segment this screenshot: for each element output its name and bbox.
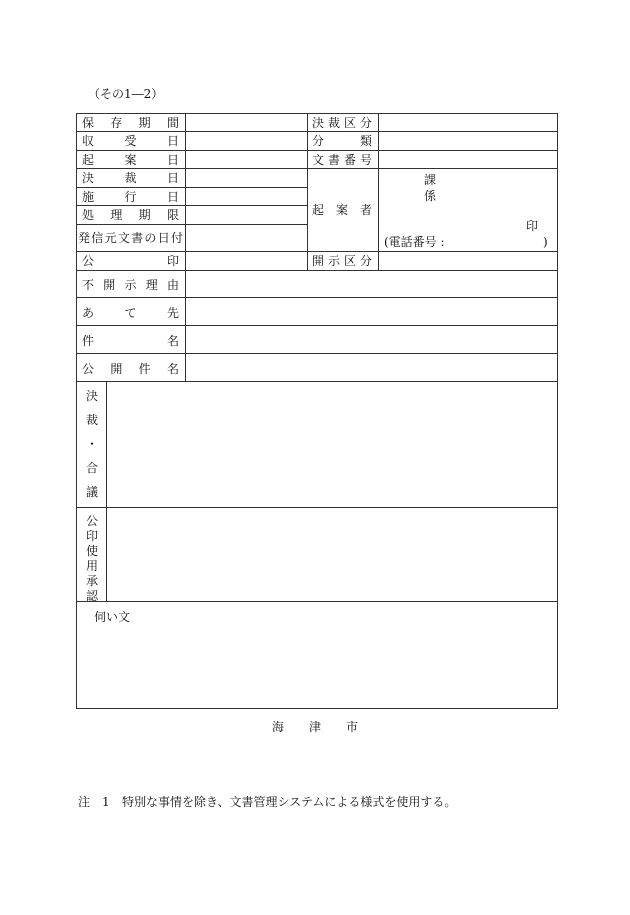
label-char: 文	[117, 230, 130, 245]
label-processing-deadline	[82, 208, 179, 221]
vertical-label-char: 認	[85, 589, 98, 603]
label-char: 区	[343, 253, 356, 268]
label-document-number	[312, 153, 372, 166]
label-char: 者	[359, 202, 372, 217]
label-char: 件	[138, 361, 151, 376]
label-char: の	[144, 230, 157, 245]
label-char: 日	[166, 133, 179, 148]
vertical-label-char: 議	[85, 485, 98, 499]
label-char: 示	[327, 253, 340, 268]
vertical-label-char: 使	[85, 544, 98, 558]
label-char: 分	[359, 253, 372, 268]
label-char: 裁	[124, 170, 137, 185]
label-char: 案	[335, 202, 348, 217]
label-char: 存	[110, 115, 123, 130]
label-char: 日	[166, 152, 179, 167]
label-char: 起	[82, 152, 95, 167]
drafter-seal: 印	[526, 219, 539, 233]
label-char: 日	[157, 230, 170, 245]
label-char: 理	[145, 277, 158, 292]
label-char: 件	[82, 333, 95, 348]
vertical-label-char: 承	[85, 574, 98, 588]
label-char: 番	[343, 152, 356, 167]
label-char: 受	[124, 133, 137, 148]
label-retention-period	[82, 116, 179, 129]
label-char: 信	[91, 230, 104, 245]
label-char: 号	[359, 152, 372, 167]
vertical-label-char: ・	[85, 437, 98, 451]
vertical-label-char: 合	[85, 461, 98, 475]
label-char: 決	[312, 115, 325, 130]
label-char: 期	[138, 115, 151, 130]
label-char: 開	[312, 253, 325, 268]
label-official-seal	[82, 254, 179, 267]
label-char: 文	[312, 152, 325, 167]
label-char: 示	[124, 277, 137, 292]
label-char: 書	[131, 230, 144, 245]
label-char: 限	[166, 207, 179, 222]
label-decision-category	[312, 116, 372, 129]
label-char: 起	[312, 202, 325, 217]
label-char: 日	[166, 189, 179, 204]
drafter-phone-suffix: )	[543, 235, 548, 249]
label-char: 市	[345, 720, 358, 734]
label-drafted-date	[82, 153, 179, 166]
label-char: 公	[82, 361, 95, 376]
label-char: 施	[82, 189, 95, 204]
label-seal-use-approval	[83, 515, 101, 602]
label-inquiry-text: 伺い文	[94, 610, 131, 624]
label-drafter	[312, 203, 372, 216]
drafter-section: 課	[424, 173, 437, 187]
label-char: 由	[166, 277, 179, 292]
label-char: 津	[308, 720, 321, 734]
label-char: 決	[82, 170, 95, 185]
label-char: 分	[359, 115, 372, 130]
label-char: 海	[272, 720, 285, 734]
label-char: 印	[166, 253, 179, 268]
vertical-label-char: 決	[85, 389, 98, 403]
drafter-phone-prefix: (電話番号 :	[384, 235, 445, 249]
label-char: 処	[82, 207, 95, 222]
drafter-unit: 係	[424, 189, 437, 203]
note-number: 1	[102, 795, 110, 809]
label-char: 期	[138, 207, 151, 222]
label-char: 分	[312, 133, 325, 148]
vertical-label-char: 公	[85, 514, 98, 528]
label-char: 裁	[327, 115, 340, 130]
vertical-label-char: 用	[85, 559, 98, 573]
label-char: 収	[82, 133, 95, 148]
label-received-date	[82, 134, 179, 147]
vertical-label-char: 裁	[85, 413, 98, 427]
label-char: 開	[110, 361, 123, 376]
label-char: 書	[327, 152, 340, 167]
form-number: （その1―2）	[88, 87, 164, 101]
label-decision-date	[82, 171, 179, 184]
label-char: 公	[82, 253, 95, 268]
label-classification	[312, 134, 372, 147]
label-char: 日	[166, 170, 179, 185]
label-char: 案	[124, 152, 137, 167]
label-sender-doc-date	[78, 231, 183, 244]
label-char: 元	[104, 230, 117, 245]
label-addressee	[82, 306, 179, 319]
label-char: 間	[166, 115, 179, 130]
label-char: 名	[166, 361, 179, 376]
label-char: 発	[78, 230, 91, 245]
label-public-subject	[82, 362, 179, 375]
label-enforcement-date	[82, 190, 179, 203]
note-prefix: 注	[78, 795, 91, 809]
vertical-label-char: 印	[85, 529, 98, 543]
label-char: 付	[170, 230, 183, 245]
label-char: 区	[343, 115, 356, 130]
label-char: 不	[82, 277, 95, 292]
label-char: 類	[359, 133, 372, 148]
note-text: 特別な事情を除き、文書管理システムによる様式を使用する。	[122, 795, 457, 809]
label-approval-consultation	[83, 390, 101, 498]
label-char: 開	[103, 277, 116, 292]
label-disclosure-category	[312, 254, 372, 267]
label-nondisclosure-reason	[82, 278, 179, 291]
label-subject	[82, 334, 179, 347]
label-char: 理	[110, 207, 123, 222]
label-char: て	[124, 305, 137, 320]
label-char: 名	[166, 333, 179, 348]
label-char: 保	[82, 115, 95, 130]
city-name	[272, 720, 358, 734]
label-char: あ	[82, 305, 95, 320]
label-char: 行	[124, 189, 137, 204]
label-char: 先	[166, 305, 179, 320]
